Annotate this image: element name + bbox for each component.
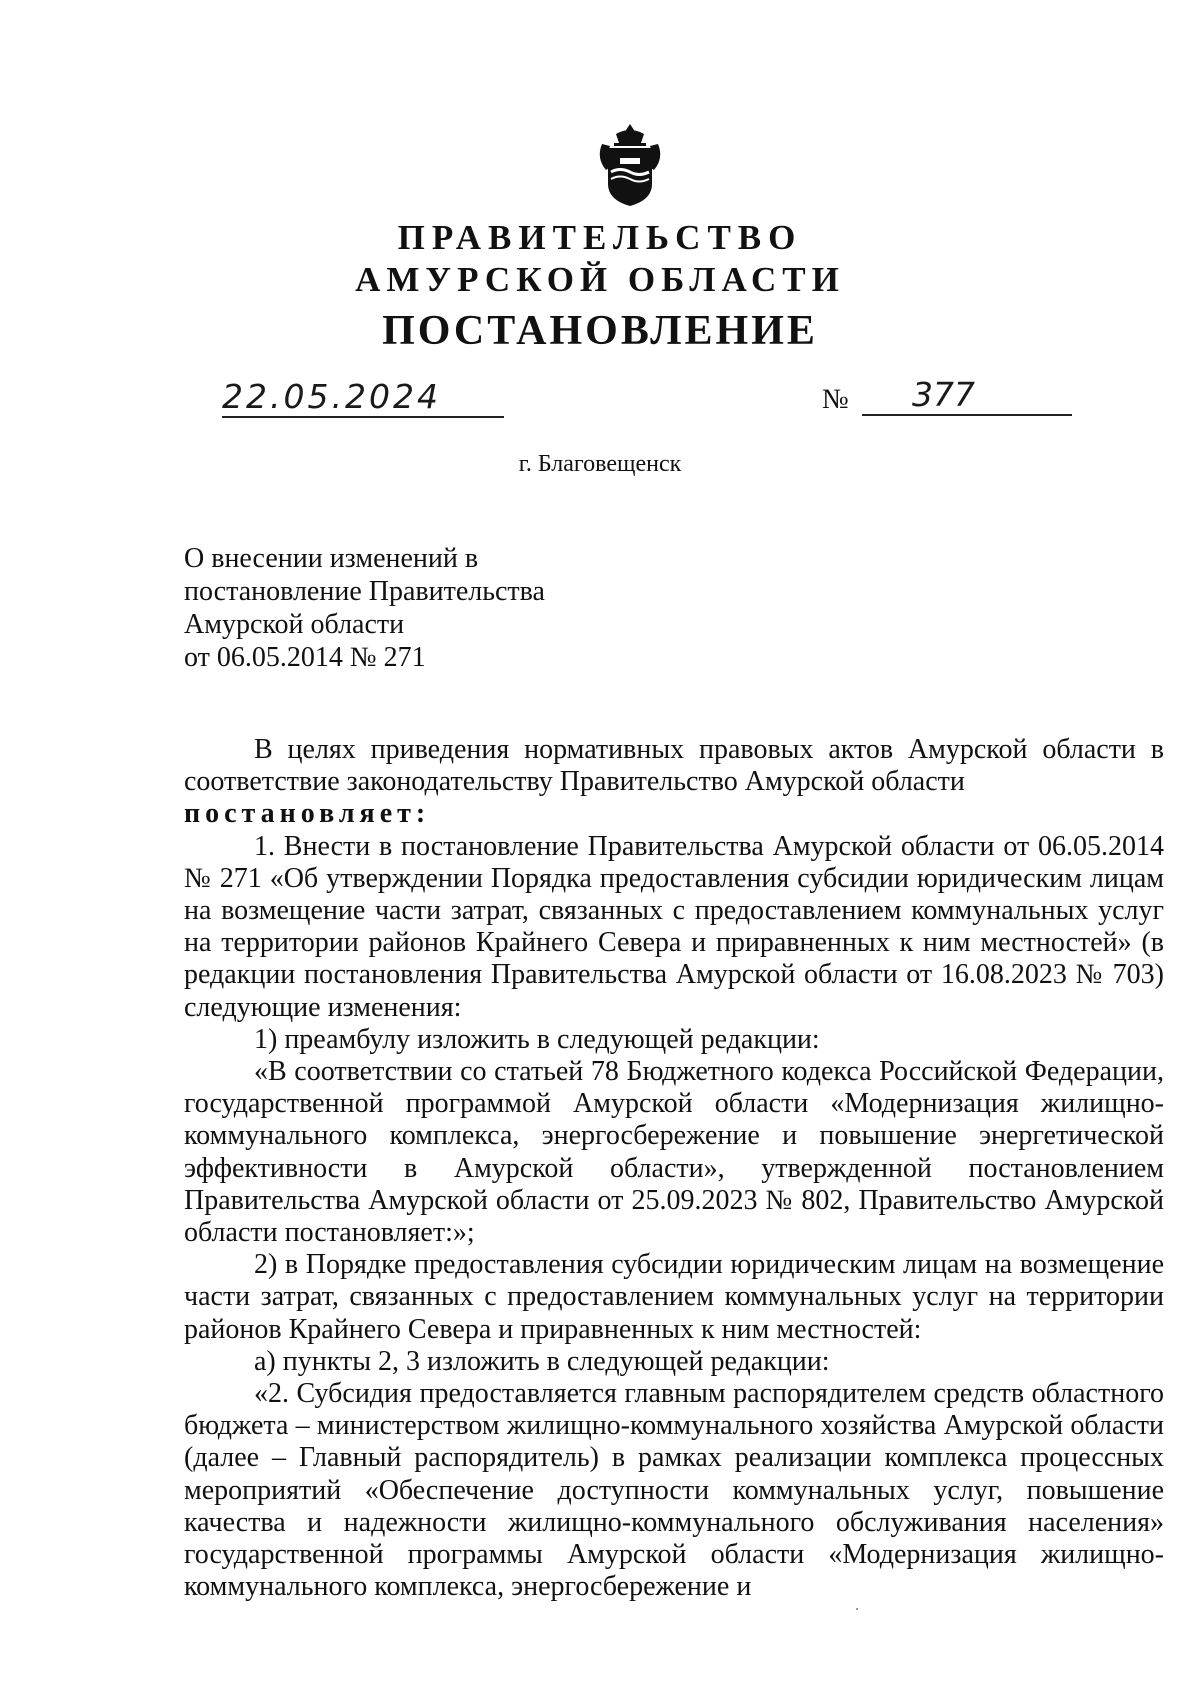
paragraph-1-1: 1) преамбулу изложить в следующей редакции:	[254, 1023, 820, 1055]
paragraph-1-2-a-quote: «2. Субсидия предоставляется главным распорядителем средств областного бюджета – министерством жилищно-коммунального хозяйства Амурской области (далее – Главный распорядитель) в рамках реализации комплекса процессных мероприятий «Обеспечение доступности коммунальных услуг, повышение качества и надежности жилищно-коммунального обслуживания населения» государственной программы Амурской области «Модернизация жилищно-коммунального комплекса, энергосбережение и	[184, 1378, 1164, 1603]
scan-speck	[856, 1608, 858, 1610]
number-sign: №	[822, 384, 849, 415]
paragraph-1-1-quote: «В соответствии со статьей 78 Бюджетного кодекса Российской Федерации, государственной программой Амурской области «Модернизация жилищно-коммунального комплекса, энергосбережение и повышение энергетической эффективности в Амурской области», утвержденной постановлением Правительства Амурской области от 25.09.2023 № 802, Правительство Амурской области постановляет:»;	[184, 1056, 1164, 1249]
paragraph-1: 1. Внести в постановление Правительства Амурской области от 06.05.2014 № 271 «Об утверждении Порядка предоставления субсидии юридическим лицам на возмещение части затрат, связанных с предоставлением коммунальных услуг на территории районов Крайнего Севера и приравненных к ним местностей» (в редакции постановления Правительства Амурской области от 16.08.2023 № 703) следующие изменения:	[184, 830, 1164, 1023]
subject-line: от 06.05.2014 № 271	[184, 642, 426, 673]
resolves-keyword: постановляет:	[184, 798, 431, 830]
city-line: г. Благовещенск	[518, 451, 682, 477]
subject-line: О внесении изменений в	[184, 543, 479, 574]
intro-paragraph: В целях приведения нормативных правовых актов Амурской области в соответствие законодательству Правительство Амурской области	[184, 734, 1164, 798]
document-date: 22.05.2024	[222, 378, 504, 418]
paragraph-1-2-a: а) пункты 2, 3 изложить в следующей редакции:	[254, 1345, 830, 1377]
coat-of-arms-icon	[594, 122, 666, 208]
document-body	[184, 734, 1164, 1603]
org-name-line2: АМУРСКОЙ ОБЛАСТИ	[355, 260, 845, 299]
subject-line: постановление Правительства	[184, 576, 545, 607]
paragraph-1-2: 2) в Порядке предоставления субсидии юридическим лицам на возмещение части затрат, связанных с предоставлением коммунальных услуг на территории районов Крайнего Севера и приравненных к ним местностей:	[184, 1249, 1164, 1345]
document-number: 377	[862, 376, 1072, 416]
subject-line: Амурской области	[184, 609, 405, 640]
subject-block	[184, 542, 545, 674]
document-type-title: ПОСТАНОВЛЕНИЕ	[382, 308, 818, 354]
org-name-line1: ПРАВИТЕЛЬСТВО	[397, 218, 803, 257]
